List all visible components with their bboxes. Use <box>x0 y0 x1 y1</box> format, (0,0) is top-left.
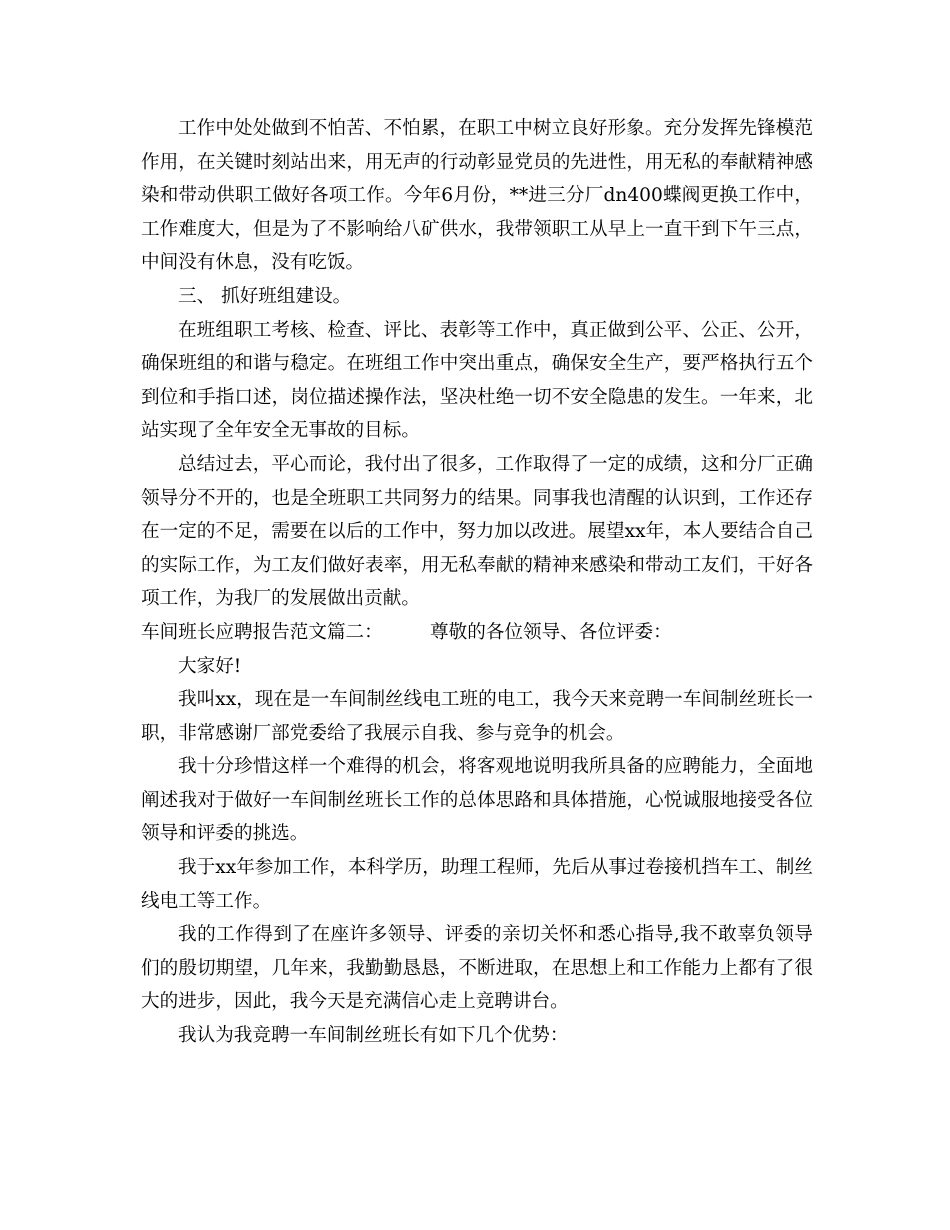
paragraph-work-attitude: 工作中处处做到不怕苦、不怕累，在职工中树立良好形象。充分发挥先锋模范作用，在关键时刻站出来，用无声的行动彰显党员的先进性，用无私的奉献精神感染和带动供职工做好各项工作。今年6月份，**进三分厂dn400蝶阀更换工作中，工作难度大，但是为了不影响给八矿供水，我带领职工从早上一直干到下午三点，中间没有休息，没有吃饭。 <box>141 118 813 274</box>
paragraph-team-building: 在班组职工考核、检查、评比、表彰等工作中，真正做到公平、公正、公开，确保班组的和谐与稳定。在班组工作中突出重点，确保安全生产，要严格执行五个到位和手指口述，岗位描述操作法，坚决杜绝一切不安全隐患的发生。一年来，北站实现了全年安全无事故的目标。 <box>141 319 813 442</box>
paragraph-summary: 总结过去，平心而论，我付出了很多，工作取得了一定的成绩，这和分厂正确领导分不开的，也是全班职工共同努力的结果。同事我也清醒的认识到，工作还存在一定的不足，需要在以后的工作中，努力加以改进。展望xx年，本人要结合自己的实际工作，为工友们做好表率，用无私奉献的精神来感染和带动工友们，干好各项工作，为我厂的发展做出贡献。 <box>141 453 813 610</box>
paragraph-opportunity: 我十分珍惜这样一个难得的机会，将客观地说明我所具备的应聘能力，全面地阐述我对于做好一车间制丝班长工作的总体思路和具体措施，心悦诚服地接受各位领导和评委的挑选。 <box>141 756 813 845</box>
article-title-line: 车间班长应聘报告范文篇二： 尊敬的各位领导、各位评委： <box>141 621 672 643</box>
paragraph-advantages: 我认为我竞聘一车间制丝班长有如下几个优势： <box>178 1025 569 1047</box>
paragraph-progress: 我的工作得到了在座许多领导、评委的亲切关怀和悉心指导,我不敢辜负领导们的殷切期望，几年来，我勤勤恳恳，不断进取，在思想上和工作能力上都有了很大的进步，因此，我今天是充满信心走上竞聘讲台。 <box>141 924 813 1013</box>
paragraph-work-history: 我于xx年参加工作，本科学历，助理工程师，先后从事过卷接机挡车工、制丝线电工等工作。 <box>141 857 813 912</box>
paragraph-self-introduction: 我叫xx，现在是一车间制丝线电工班的电工，我今天来竞聘一车间制丝班长一职，非常感谢厂部党委给了我展示自我、参与竞争的机会。 <box>141 689 813 744</box>
section-heading-team-building: 三、 抓好班组建设。 <box>178 285 352 307</box>
document-page <box>141 112 813 1053</box>
paragraph-greeting: 大家好! <box>178 655 242 677</box>
